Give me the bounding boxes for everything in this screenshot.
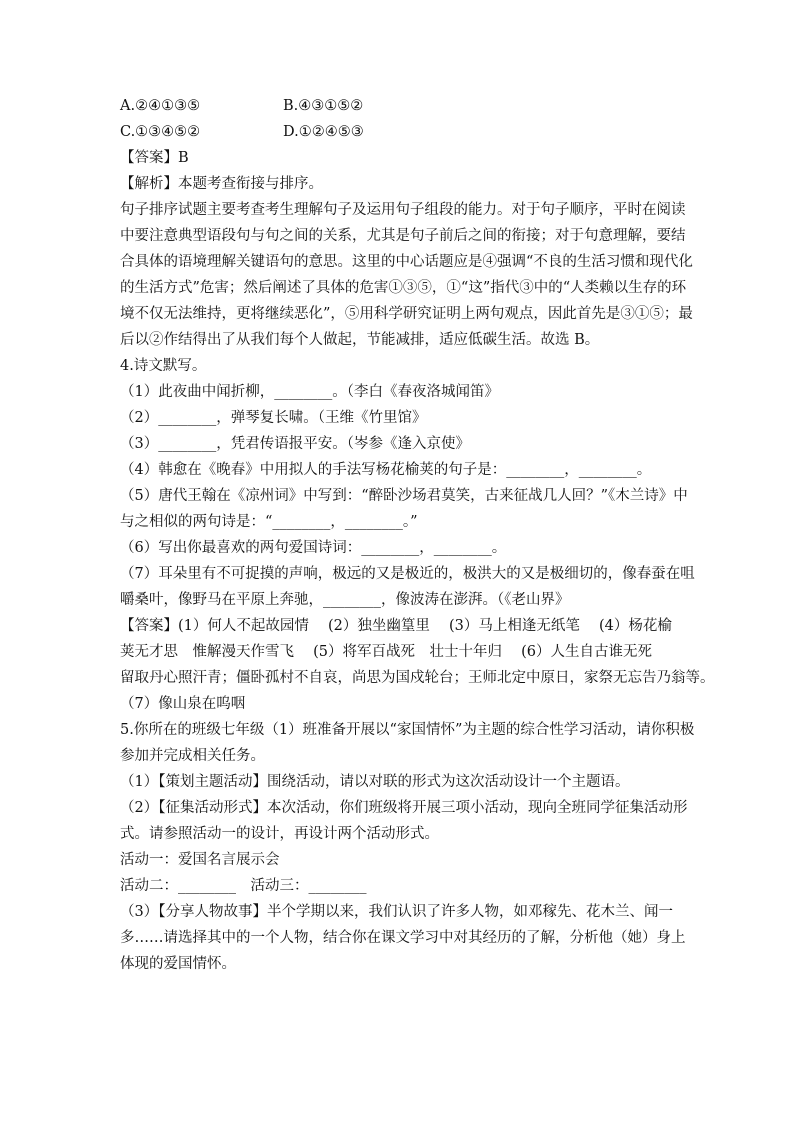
question-4-item: （2）________，弹琴复长啸。（王维《竹里馆》 [120, 410, 427, 426]
option-a: A.②④①③⑤ [120, 98, 201, 114]
question-4-title: 4.诗文默写。 [120, 358, 207, 374]
option-b: B.④③①⑤② [283, 98, 364, 114]
answer-4: 【答案】(1）何人不起故园情 (2）独坐幽篁里 (3）马上相逢无纸笔 (4）杨花榆 [120, 618, 672, 634]
question-5-title: 5.你所在的班级七年级（1）班准备开展以“家国情怀”为主题的综合性学习活动，请你积极 [120, 722, 695, 738]
question-5-item: （2）【征集活动形式】本次活动，你们班级将开展三项小活动，现向全班同学征集活动形 [120, 800, 688, 816]
question-4-item: （6）写出你最喜欢的两句爱国诗词：________，________。 [120, 540, 507, 556]
question-4-item: （1）此夜曲中闻折柳，________。（李白《春夜洛城闻笛》 [120, 384, 499, 400]
activity-two-three: 活动二：________ 活动三：________ [120, 878, 367, 894]
question-4-item: （3）________，凭君传语报平安。（岑参《逢入京使》 [120, 436, 470, 452]
question-4-item: 嚼桑叶，像野马在平原上奔驰，________，像波涛在澎湃。（《老山界》 [120, 592, 570, 608]
answer-3: 【答案】B [120, 150, 189, 166]
answer-4-line: 留取丹心照汗青；僵卧孤村不自哀，尚思为国戍轮台；王师北定中原日，家祭无忘告乃翁等。 [120, 670, 715, 686]
analysis-text-line: 句子排序试题主要考查考生理解句子及运用句子组段的能力。对于句子顺序，平时在阅读 [120, 202, 686, 218]
question-4-item: 与之相似的两句诗是：“________，________。” [120, 514, 418, 530]
question-4-item: （5）唐代王翰在《凉州词》中写到：“醉卧沙场君莫笑，古来征战几人回？”《木兰诗》中 [120, 488, 688, 504]
analysis-text-line: 的生活方式”危害；然后阐述了具体的危害①③⑤，①“这”指代③中的“人类赖以生存的环 [120, 280, 687, 296]
option-c: C.①③④⑤② [120, 124, 201, 140]
question-5-item: 式。请参照活动一的设计，再设计两个活动形式。 [120, 826, 439, 842]
analysis-heading: 【解析】本题考查衔接与排序。 [120, 176, 323, 192]
question-5-text: 参加并完成相关任务。 [120, 748, 265, 764]
question-5-item: 多……请选择其中的一个人物，结合你在课文学习中对其经历的了解，分析他（她）身上 [120, 930, 686, 946]
analysis-text-line: 合具体的语境理解关键语句的意思。这里的中心话题应是④强调“不良的生活习惯和现代化 [120, 254, 693, 270]
analysis-text-line: 后以②作结得出了从我们每个人做起，节能减排，适应低碳生活。故选 B。 [120, 332, 600, 348]
answer-4-line: 荚无才思 惟解漫天作雪飞 (5）将军百战死 壮士十年归 (6）人生自古谁无死 [120, 644, 652, 660]
question-4-item: （7）耳朵里有不可捉摸的声响，极远的又是极近的，极洪大的又是极细切的，像春蚕在咀 [120, 566, 695, 582]
option-d: D.①②④⑤③ [283, 124, 364, 140]
answer-4-line: （7）像山泉在呜咽 [120, 696, 246, 712]
question-4-item: （4）韩愈在《晚春》中用拟人的手法写杨花榆荚的句子是：________，________。 [120, 462, 652, 478]
question-5-item: 体现的爱国情怀。 [120, 956, 236, 972]
analysis-text-line: 境不仅无法维持，更将继续恶化”，⑤用科学研究证明上两句观点，因此首先是③①⑤；最 [120, 306, 693, 322]
analysis-text-line: 中要注意典型语段句与句之间的关系，尤其是句子前后之间的衔接；对于句意理解，要结 [120, 228, 686, 244]
question-5-item: （3）【分享人物故事】半个学期以来，我们认识了许多人物，如邓稼先、花木兰、闻一 [120, 904, 673, 920]
activity-one: 活动一：爱国名言展示会 [120, 852, 280, 868]
question-5-item: （1）【策划主题活动】围绕活动，请以对联的形式为这次活动设计一个主题语。 [120, 774, 630, 790]
